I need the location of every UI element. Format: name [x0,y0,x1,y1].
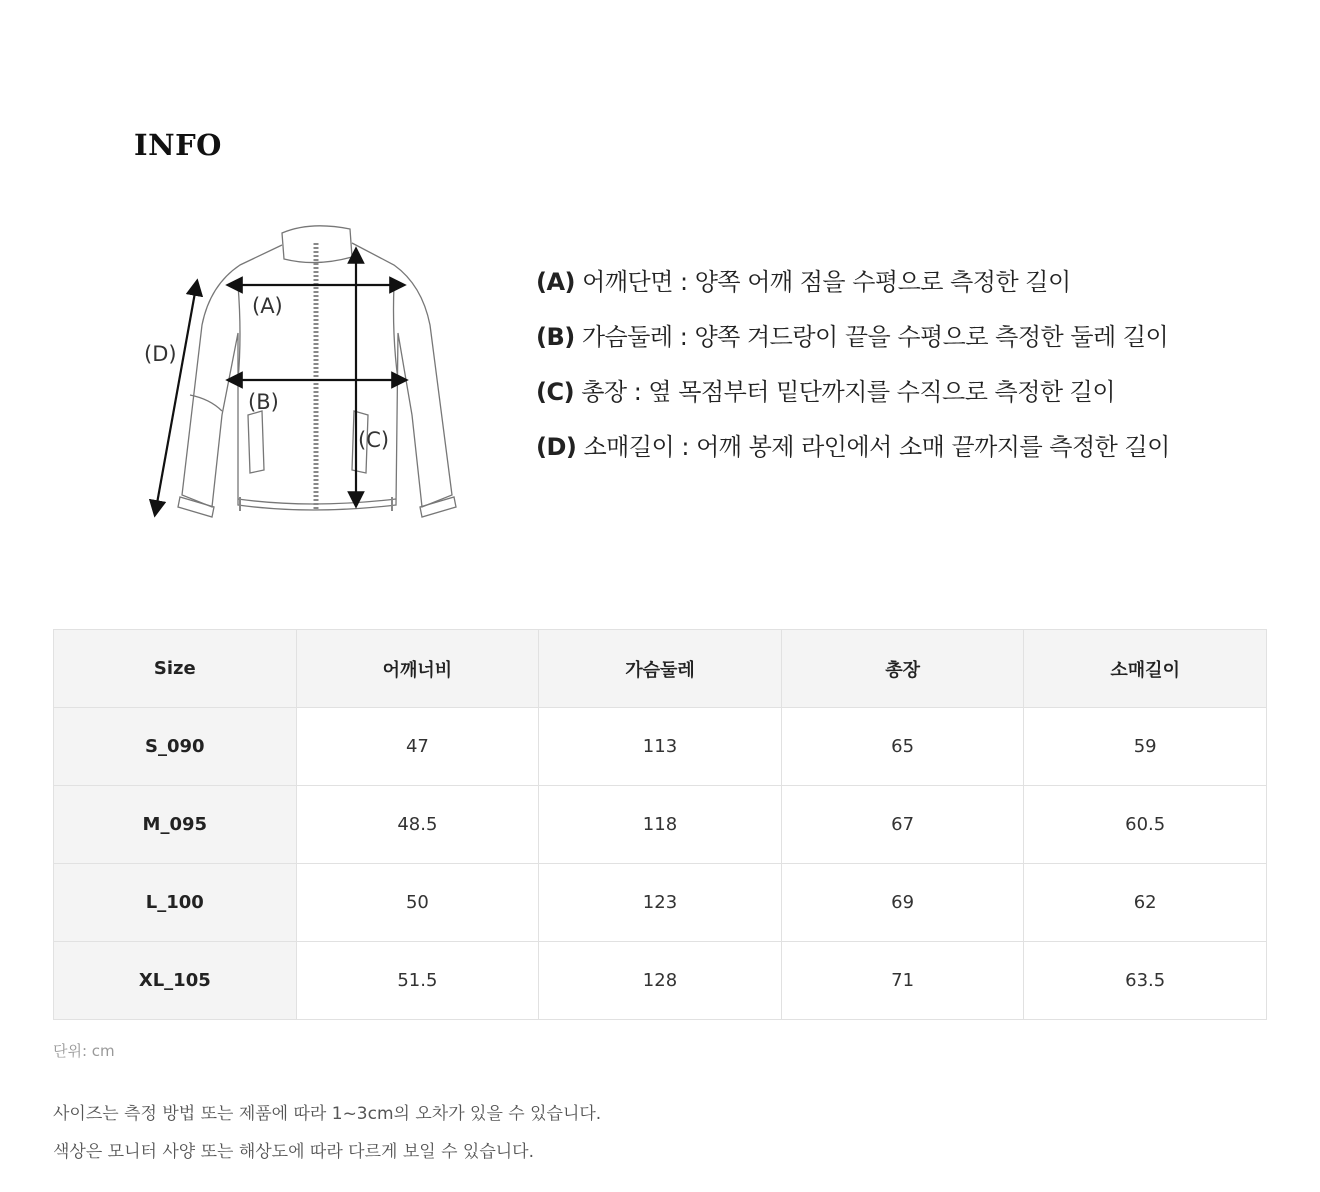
column-header: 어깨너비 [296,630,539,708]
legend-item-d [536,428,1170,483]
label-c: (C) [358,428,390,452]
table-cell: 48.5 [296,786,539,864]
table-header-row [54,630,1267,708]
legend-text: 어깨단면 : 양쪽 어깨 점을 수평으로 측정한 길이 [582,268,1071,296]
table-cell: 69 [781,864,1024,942]
info-title: INFO [134,128,222,162]
table-cell: 118 [539,786,782,864]
table-cell: 128 [539,942,782,1020]
table-row [54,864,1267,942]
unit-note: 단위: cm [53,1042,115,1060]
legend-text: 가슴둘레 : 양쪽 겨드랑이 끝을 수평으로 측정한 둘레 길이 [581,323,1169,351]
table-cell: 60.5 [1024,786,1267,864]
table-cell: 63.5 [1024,942,1267,1020]
table-cell: 47 [296,708,539,786]
table-cell: 59 [1024,708,1267,786]
table-row [54,786,1267,864]
table-cell: 50 [296,864,539,942]
table-cell: 65 [781,708,1024,786]
label-b: (B) [248,390,279,414]
size-table [53,629,1267,1020]
legend-text: 총장 : 옆 목점부터 밑단까지를 수직으로 측정한 길이 [581,378,1116,406]
table-cell: 123 [539,864,782,942]
legend-item-a [536,263,1170,318]
legend-key: (B) [536,323,575,351]
table-row [54,708,1267,786]
column-header: 총장 [781,630,1024,708]
note-line: 색상은 모니터 사양 또는 해상도에 따라 다르게 보일 수 있습니다. [53,1142,535,1162]
table-cell: 113 [539,708,782,786]
column-header: 소매길이 [1024,630,1267,708]
table-cell: 71 [781,942,1024,1020]
legend-key: (A) [536,268,576,296]
label-a: (A) [252,294,283,318]
notes [53,1101,601,1177]
measurement-legend [536,263,1170,483]
column-header: Size [54,630,297,708]
size-cell: M_095 [54,786,297,864]
table-row [54,942,1267,1020]
size-cell: S_090 [54,708,297,786]
size-cell: L_100 [54,864,297,942]
table-cell: 67 [781,786,1024,864]
legend-item-c [536,373,1170,428]
legend-text: 소매길이 : 어깨 봉제 라인에서 소매 끝까지를 측정한 길이 [583,433,1170,461]
legend-item-b [536,318,1170,373]
table-cell: 51.5 [296,942,539,1020]
size-cell: XL_105 [54,942,297,1020]
legend-key: (D) [536,433,577,461]
jacket-measurement-diagram [130,215,490,525]
column-header: 가슴둘레 [539,630,782,708]
note-line: 사이즈는 측정 방법 또는 제품에 따라 1~3cm의 오차가 있을 수 있습니다. [53,1104,602,1124]
table-cell: 62 [1024,864,1267,942]
label-d: (D) [144,342,177,366]
legend-key: (C) [536,378,575,406]
